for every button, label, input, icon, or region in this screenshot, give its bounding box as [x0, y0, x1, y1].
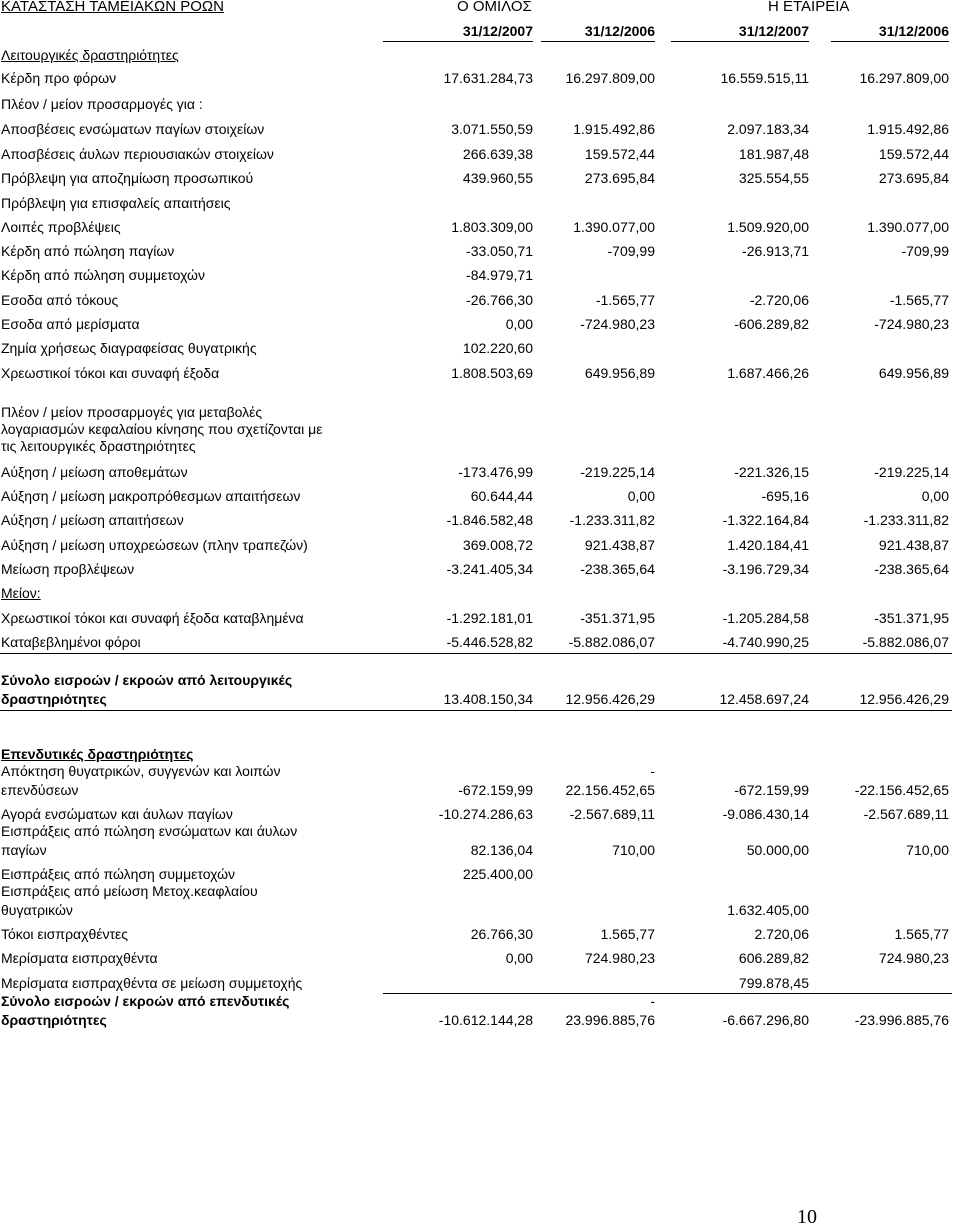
cell-group-2007: 3.071.550,59 — [451, 121, 533, 137]
cell-company-2007: 2.097.183,34 — [727, 121, 809, 137]
cell-group-2006: 23.996.885,76 — [565, 1012, 655, 1028]
cell-company-2006: 12.956.426,29 — [859, 691, 949, 707]
row-label: Καταβεβλημένοι φόροι — [1, 634, 141, 650]
table-row — [0, 510, 960, 530]
cell-company-2007: -26.913,71 — [742, 243, 809, 259]
row-label: Εσοδα από μερίσματα — [1, 316, 140, 332]
table-row — [0, 363, 960, 383]
row-label: Μερίσματα εισπραχθέντα σε μείωση συμμετοχής — [1, 975, 303, 991]
cell-group-2006: 159.572,44 — [584, 146, 655, 162]
date-header-row — [0, 21, 960, 41]
cell-group-2006: 649.956,89 — [584, 365, 655, 381]
cell-company-2006: 649.956,89 — [878, 365, 949, 381]
section-heading — [0, 744, 960, 764]
header-rule — [831, 41, 949, 42]
row-label: Αγορά ενσώματων και άυλων παγίων — [1, 806, 233, 822]
section-rule — [0, 710, 952, 711]
wc-heading-line — [0, 438, 960, 458]
cell-group-2006: 12.956.426,29 — [565, 691, 655, 707]
company-heading: Η ΕΤΑΙΡΕΙΑ — [768, 0, 850, 15]
cell-group-2007: 266.639,38 — [462, 146, 533, 162]
operating-heading: Λειτουργικές δραστηριότητες — [1, 47, 179, 63]
cell-company-2007: -4.740.990,25 — [722, 634, 809, 650]
row-label: Μείωση προβλέψεων — [1, 561, 135, 577]
table-row — [0, 94, 960, 114]
row-label: Εισπράξεις από πώληση ενσώματων και άυλων — [1, 823, 298, 839]
row-label: Ζημία χρήσεως διαγραφείσας θυγατρικής — [1, 340, 257, 356]
row-label: Εσοδα από τόκους — [1, 292, 119, 308]
cell-group-2007: 1.803.309,00 — [451, 219, 533, 235]
cell-company-2006: 16.297.809,00 — [859, 70, 949, 86]
cell-group-2006: -724.980,23 — [580, 316, 655, 332]
cell-company-2006: -238.365,64 — [874, 561, 949, 577]
table-row — [0, 559, 960, 579]
cell-group-2007: 26.766,30 — [470, 926, 533, 942]
cell-company-2007: 181.987,48 — [738, 146, 809, 162]
cell-company-2007: -6.667.296,80 — [722, 1012, 809, 1028]
cell-company-2007: 1.632.405,00 — [727, 902, 809, 918]
investing-heading: Επενδυτικές δραστηριότητες — [1, 746, 194, 762]
cell-group-2007: 17.631.284,73 — [443, 70, 533, 86]
cell-group-2006: 1.915.492,86 — [573, 121, 655, 137]
cell-group-2007: -3.241.405,34 — [446, 561, 533, 577]
cell-group-2006: -5.882.086,07 — [568, 634, 655, 650]
header-rule — [671, 41, 809, 42]
row-label: Αύξηση / μείωση υποχρεώσεων (πλην τραπεζών) — [1, 537, 308, 553]
table-row — [0, 68, 960, 88]
cell-company-2006: -351.371,95 — [874, 610, 949, 626]
cell-group-2006: 1.565,77 — [600, 926, 655, 942]
table-row — [0, 924, 960, 944]
cell-company-2007: 12.458.697,24 — [719, 691, 809, 707]
cell-company-2006: 710,00 — [906, 842, 949, 858]
dash-mark: - — [650, 993, 655, 1009]
row-label: παγίων — [1, 842, 47, 858]
row-label: Κέρδη από πώληση παγίων — [1, 243, 175, 259]
dash-mark: - — [650, 763, 655, 779]
cell-company-2007: -606.289,82 — [734, 316, 809, 332]
cell-group-2007: 60.644,44 — [470, 488, 533, 504]
row-label: Αποσβέσεις άυλων περιουσιακών στοιχείων — [1, 146, 274, 162]
cell-group-2007: 102.220,60 — [462, 340, 533, 356]
row-label: Λοιπές προβλέψεις — [1, 219, 121, 235]
investing-total-label: Σύνολο εισροών / εκροών από επενδυτικές — [1, 993, 290, 1009]
table-row — [0, 780, 960, 800]
table-row — [0, 535, 960, 555]
cell-company-2007: 1.509.920,00 — [727, 219, 809, 235]
cell-group-2006: -1.565,77 — [595, 292, 655, 308]
cell-company-2007: -2.720,06 — [749, 292, 809, 308]
operating-total-label: δραστηριότητες — [1, 691, 107, 707]
row-label: Τόκοι εισπραχθέντες — [1, 926, 129, 942]
table-row — [0, 217, 960, 237]
cell-group-2006: -238.365,64 — [580, 561, 655, 577]
cell-company-2007: 325.554,55 — [738, 170, 809, 186]
header-rule — [541, 41, 655, 42]
cell-company-2007: 50.000,00 — [746, 842, 809, 858]
cell-group-2006: 22.156.452,65 — [565, 782, 655, 798]
cell-group-2007: 225.400,00 — [462, 866, 533, 882]
row-label: Αύξηση / μείωση μακροπρόθεσμων απαιτήσεων — [1, 488, 301, 504]
row-label: Αποσβέσεις ενσώματων παγίων στοιχείων — [1, 121, 265, 137]
table-row — [0, 193, 960, 213]
section-heading — [0, 45, 960, 65]
cell-company-2006: -2.567.689,11 — [863, 806, 949, 822]
cell-company-2007: -3.196.729,34 — [722, 561, 809, 577]
cell-company-2006: -1.233.311,82 — [863, 512, 949, 528]
cell-group-2006: 1.390.077,00 — [573, 219, 655, 235]
cell-company-2007: -672.159,99 — [734, 782, 809, 798]
cell-group-2007: -672.159,99 — [458, 782, 533, 798]
cell-group-2006: 710,00 — [612, 842, 655, 858]
row-label: Απόκτηση θυγατρικών, συγγενών και λοιπών — [1, 763, 281, 779]
cell-group-2006: 724.980,23 — [584, 950, 655, 966]
table-row — [0, 804, 960, 824]
row-label: Χρεωστικοί τόκοι και συναφή έξοδα — [1, 365, 220, 381]
wc-heading-text: Πλέον / μείον προσαρμογές για μεταβολές — [1, 404, 263, 420]
cell-company-2006: -219.225,14 — [874, 464, 949, 480]
cell-company-2007: 799.878,45 — [738, 975, 809, 991]
statement-header — [0, 0, 960, 17]
cell-group-2006: -2.567.689,11 — [569, 806, 655, 822]
table-row — [0, 608, 960, 628]
cell-group-2007: -84.979,71 — [466, 267, 533, 283]
cell-company-2007: -695,16 — [761, 488, 809, 504]
table-row — [0, 241, 960, 261]
table-row — [0, 338, 960, 358]
cell-group-2007: -26.766,30 — [466, 292, 533, 308]
wc-heading-text: τις λειτουργικές δραστηριότητες — [1, 438, 196, 454]
cell-company-2006: -1.565,77 — [889, 292, 949, 308]
page-number: 10 — [797, 1206, 817, 1228]
cell-group-2006: -219.225,14 — [580, 464, 655, 480]
row-label: επενδύσεων — [1, 782, 79, 798]
cell-company-2007: -1.322.164,84 — [722, 512, 809, 528]
cell-company-2006: 1.565,77 — [894, 926, 949, 942]
cell-group-2006: 921.438,87 — [584, 537, 655, 553]
cell-company-2006: 159.572,44 — [878, 146, 949, 162]
cell-company-2007: -9.086.430,14 — [722, 806, 809, 822]
row-label: Μερίσματα εισπραχθέντα — [1, 950, 158, 966]
row-label: Πρόβλεψη για επισφαλείς απαιτήσεις — [1, 195, 231, 211]
cell-group-2006: 16.297.809,00 — [565, 70, 655, 86]
cell-group-2006: -351.371,95 — [580, 610, 655, 626]
header-rule — [383, 41, 533, 42]
cell-company-2007: 1.687.466,26 — [727, 365, 809, 381]
investing-total-row — [0, 1010, 960, 1030]
cell-company-2006: -5.882.086,07 — [862, 634, 949, 650]
cell-group-2007: -1.846.582,48 — [446, 512, 533, 528]
cell-company-2006: 1.390.077,00 — [867, 219, 949, 235]
cell-group-2007: 82.136,04 — [470, 842, 533, 858]
date-company-2006: 31/12/2006 — [878, 23, 949, 39]
row-label: Κέρδη από πώληση συμμετοχών — [1, 267, 205, 283]
cell-company-2007: -1.205.284,58 — [722, 610, 809, 626]
table-row — [0, 900, 960, 920]
cell-company-2007: 16.559.515,11 — [720, 70, 809, 86]
cell-company-2006: 273.695,84 — [878, 170, 949, 186]
row-label: Κέρδη προ φόρων — [1, 70, 117, 86]
cell-company-2006: 921.438,87 — [878, 537, 949, 553]
cell-group-2007: 439.960,55 — [462, 170, 533, 186]
cell-group-2006: -1.233.311,82 — [569, 512, 655, 528]
cell-group-2007: 369.008,72 — [462, 537, 533, 553]
cell-group-2007: 0,00 — [505, 316, 533, 332]
cell-company-2006: 1.915.492,86 — [867, 121, 949, 137]
section-rule — [0, 653, 952, 654]
table-row — [0, 119, 960, 139]
table-row — [0, 168, 960, 188]
cell-group-2007: -1.292.181,01 — [446, 610, 533, 626]
cell-group-2006: 273.695,84 — [584, 170, 655, 186]
table-row — [0, 864, 960, 884]
row-label: Πρόβλεψη για αποζημίωση προσωπικού — [1, 170, 254, 186]
cell-company-2006: -724.980,23 — [874, 316, 949, 332]
cell-group-2007: -10.274.286,63 — [438, 806, 533, 822]
row-label: Χρεωστικοί τόκοι και συναφή έξοδα καταβλημένα — [1, 610, 304, 626]
cell-group-2007: -33.050,71 — [466, 243, 533, 259]
cell-group-2006: 0,00 — [627, 488, 655, 504]
operating-total-row — [0, 689, 960, 709]
date-group-2006: 31/12/2006 — [584, 23, 655, 39]
row-label: Εισπράξεις από πώληση συμμετοχών — [1, 866, 236, 882]
less-heading: Μείον: — [1, 585, 41, 601]
cell-group-2007: -10.612.144,28 — [438, 1012, 533, 1028]
investing-total-label: δραστηριότητες — [1, 1012, 107, 1028]
table-row — [0, 314, 960, 334]
cell-company-2006: -22.156.452,65 — [854, 782, 949, 798]
wc-heading-text: λογαριασμών κεφαλαίου κίνησης που σχετίζονται με — [1, 421, 323, 437]
row-label: Αύξηση / μείωση αποθεμάτων — [1, 464, 188, 480]
group-heading: Ο ΟΜΙΛΟΣ — [457, 0, 532, 15]
less-heading-row — [0, 583, 960, 603]
statement-title: ΚΑΤΑΣΤΑΣΗ ΤΑΜΕΙΑΚΩΝ ΡΟΩΝ — [1, 0, 224, 15]
operating-total-label: Σύνολο εισροών / εκροών από λειτουργικές — [1, 672, 293, 688]
date-company-2007: 31/12/2007 — [738, 23, 809, 39]
cell-company-2006: 724.980,23 — [878, 950, 949, 966]
table-row — [0, 290, 960, 310]
table-row — [0, 265, 960, 285]
cell-company-2006: -23.996.885,76 — [854, 1012, 949, 1028]
cell-group-2007: -5.446.528,82 — [446, 634, 533, 650]
row-label: θυγατρικών — [1, 902, 73, 918]
row-label: Πλέον / μείον προσαρμογές για : — [1, 96, 203, 112]
date-group-2007: 31/12/2007 — [462, 23, 533, 39]
cell-company-2006: 0,00 — [921, 488, 949, 504]
cell-company-2007: -221.326,15 — [734, 464, 809, 480]
cell-company-2007: 2.720,06 — [754, 926, 809, 942]
cell-group-2007: 0,00 — [505, 950, 533, 966]
cell-group-2006: -709,99 — [607, 243, 655, 259]
table-row — [0, 948, 960, 968]
cell-group-2007: -173.476,99 — [458, 464, 533, 480]
row-label: Εισπράξεις από μείωση Μετοχ.κεαφλαίου — [1, 883, 258, 899]
table-row — [0, 632, 960, 652]
table-row — [0, 462, 960, 482]
table-row — [0, 144, 960, 164]
cell-company-2007: 606.289,82 — [738, 950, 809, 966]
cell-company-2006: -709,99 — [901, 243, 949, 259]
table-row — [0, 973, 960, 993]
table-row — [0, 486, 960, 506]
row-label: Αύξηση / μείωση απαιτήσεων — [1, 512, 184, 528]
cell-company-2007: 1.420.184,41 — [727, 537, 809, 553]
table-row — [0, 840, 960, 860]
cell-group-2007: 13.408.150,34 — [443, 691, 533, 707]
cell-group-2007: 1.808.503,69 — [451, 365, 533, 381]
